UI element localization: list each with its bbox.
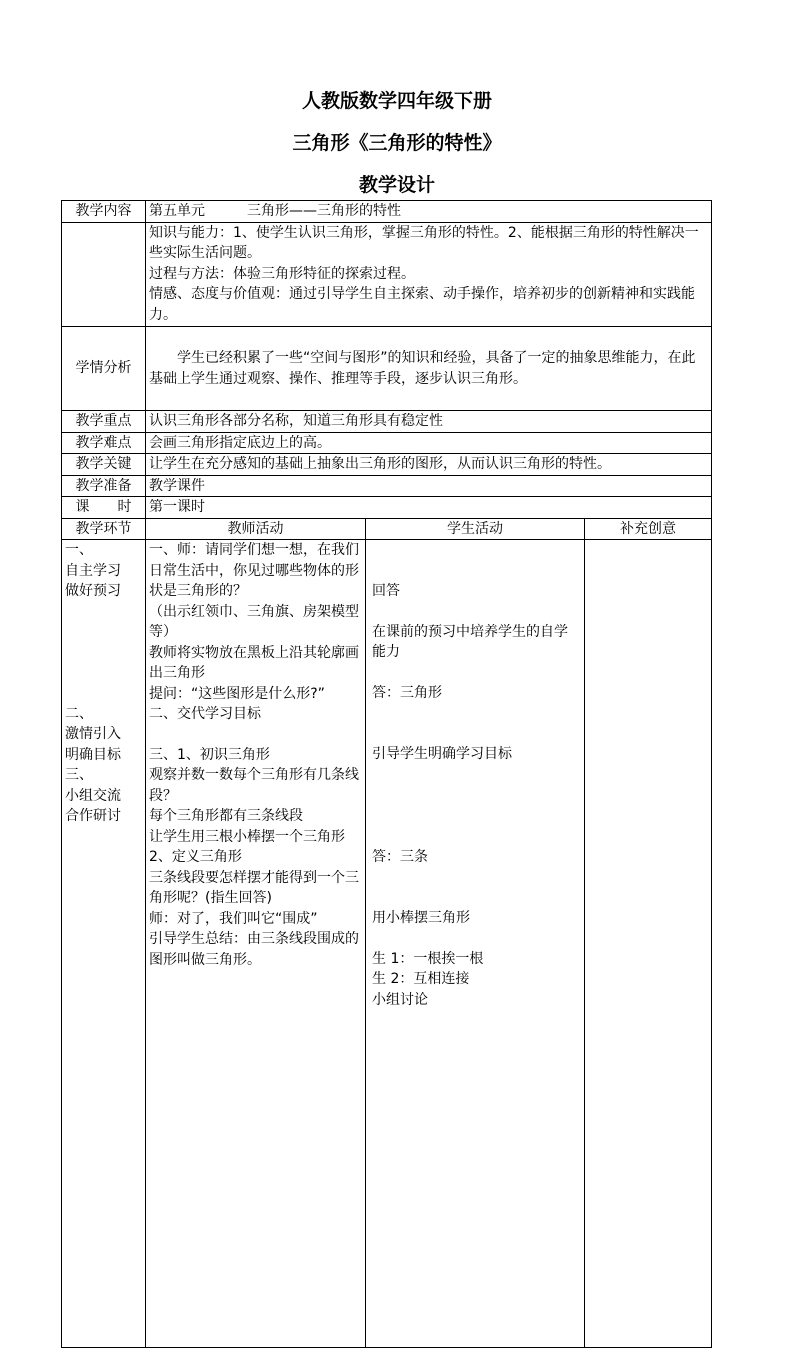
header-extra: 补充创意: [585, 518, 712, 540]
teacher-step: 提问：“这些图形是什么形?”: [149, 685, 325, 702]
stage-column: [62, 540, 146, 1348]
value-goals: [146, 222, 712, 327]
label-period: 课 时: [62, 497, 146, 519]
teacher-step: 引导学生总结：由三条线段围成的图形叫做三角形。: [149, 931, 359, 968]
value-crux: 让学生在充分感知的基础上抽象出三角形的图形，从而认识三角形的特性。: [146, 454, 712, 476]
label-prep: 教学准备: [62, 475, 146, 497]
goal-knowledge: 知识与能力：1、使学生认识三角形，掌握三角形的特性。2、能根据三角形的特性解决一些实际生活问题。: [149, 224, 699, 261]
student-answer: 小组讨论: [372, 991, 428, 1008]
label-content: 教学内容: [62, 201, 146, 223]
row-activities: [62, 540, 712, 1348]
student-answer: 引导学生明确学习目标: [372, 746, 512, 762]
stage-2-subtitle: 明确目标: [65, 746, 121, 763]
teacher-column: [146, 540, 366, 1348]
label-crux: 教学关键: [62, 454, 146, 476]
value-period: 第一课时: [146, 497, 712, 519]
student-answer: 答：三条: [372, 848, 428, 865]
value-analysis: 学生已经积累了一些“空间与图形”的知识和经验，具备了一定的抽象思维能力，在此基础上学生通过观察、操作、推理等手段，逐步认识三角形。: [146, 327, 712, 411]
label-analysis: 学情分析: [62, 327, 146, 411]
row-difficulty: [62, 432, 712, 454]
row-crux: [62, 454, 712, 476]
doc-title: 人教版数学四年级下册: [301, 90, 492, 112]
value-prep: 教学课件: [146, 475, 712, 497]
header-teacher: 教师活动: [146, 518, 366, 540]
stage-1-num: 一、: [65, 542, 93, 558]
teacher-step: 二、交代学习目标: [149, 706, 261, 722]
stage-1-subtitle: 做好预习: [65, 583, 121, 599]
doc-subtitle: 三角形《三角形的特性》: [292, 132, 502, 154]
student-answer: 在课前的预习中培养学生的自学能力: [372, 623, 568, 660]
teacher-step: （出示红领巾、三角旗、房架模型等）: [149, 603, 359, 640]
stage-2-title: 激情引入: [65, 726, 121, 742]
row-analysis: [62, 327, 712, 411]
unit: 第五单元: [149, 203, 205, 219]
header-student: 学生活动: [366, 518, 585, 540]
label-key: 教学重点: [62, 411, 146, 433]
teacher-step: 师：对了，我们叫它“围成”: [149, 910, 318, 927]
value-difficulty: 会画三角形指定底边上的高。: [146, 432, 712, 454]
teacher-step: 三条线段要怎样摆才能得到一个三角形呢？(指生回答): [149, 869, 359, 906]
student-answer: 回答: [372, 583, 400, 599]
row-content: [62, 201, 712, 223]
student-column: [366, 540, 585, 1348]
student-answer: 生 1：一根挨一根: [372, 950, 484, 967]
stage-2-num: 二、: [65, 705, 93, 722]
value-key: 认识三角形各部分名称，知道三角形具有稳定性: [146, 411, 712, 433]
row-period: [62, 497, 712, 519]
student-answer: 生 2：互相连接: [372, 971, 470, 987]
goal-attitude: 情感、态度与价值观：通过引导学生自主探索、动手操作，培养初步的创新精神和实践能力。: [149, 286, 695, 323]
stage-3-num: 三、: [65, 767, 93, 783]
row-header: [62, 518, 712, 540]
stage-3-title: 小组交流: [65, 787, 121, 804]
teacher-step: 三、1、初识三角形: [149, 746, 270, 763]
student-answer: 答：三角形: [372, 684, 442, 701]
teacher-step: 一、师：请同学们想一想，在我们日常生活中，你见过哪些物体的形状是三角形的？: [149, 542, 359, 599]
teacher-step: 2、定义三角形: [149, 849, 242, 865]
doc-heading: 教学设计: [358, 174, 435, 196]
row-goals: [62, 222, 712, 327]
label-goals: [62, 222, 146, 327]
header-stage: 教学环节: [62, 518, 146, 540]
row-key: [62, 411, 712, 433]
extra-column: [585, 540, 712, 1348]
stage-3-subtitle: 合作研讨: [65, 808, 121, 824]
teacher-step: 教师将实物放在黑板上沿其轮廓画出三角形: [149, 644, 359, 681]
lesson-plan-table: [61, 200, 712, 1348]
teacher-step: 每个三角形都有三条线段: [149, 808, 303, 824]
stage-1-title: 自主学习: [65, 562, 121, 579]
value-content: [146, 201, 712, 223]
topic: 三角形——三角形的特性: [247, 203, 401, 219]
teacher-step: 观察并数一数每个三角形有几条线段？: [149, 767, 359, 804]
goal-process: 过程与方法：体验三角形特征的探索过程。: [149, 265, 415, 282]
label-difficulty: 教学难点: [62, 432, 146, 454]
teacher-step: 让学生用三根小棒摆一个三角形: [149, 828, 345, 845]
student-answer: 用小棒摆三角形: [372, 910, 470, 926]
row-prep: [62, 475, 712, 497]
